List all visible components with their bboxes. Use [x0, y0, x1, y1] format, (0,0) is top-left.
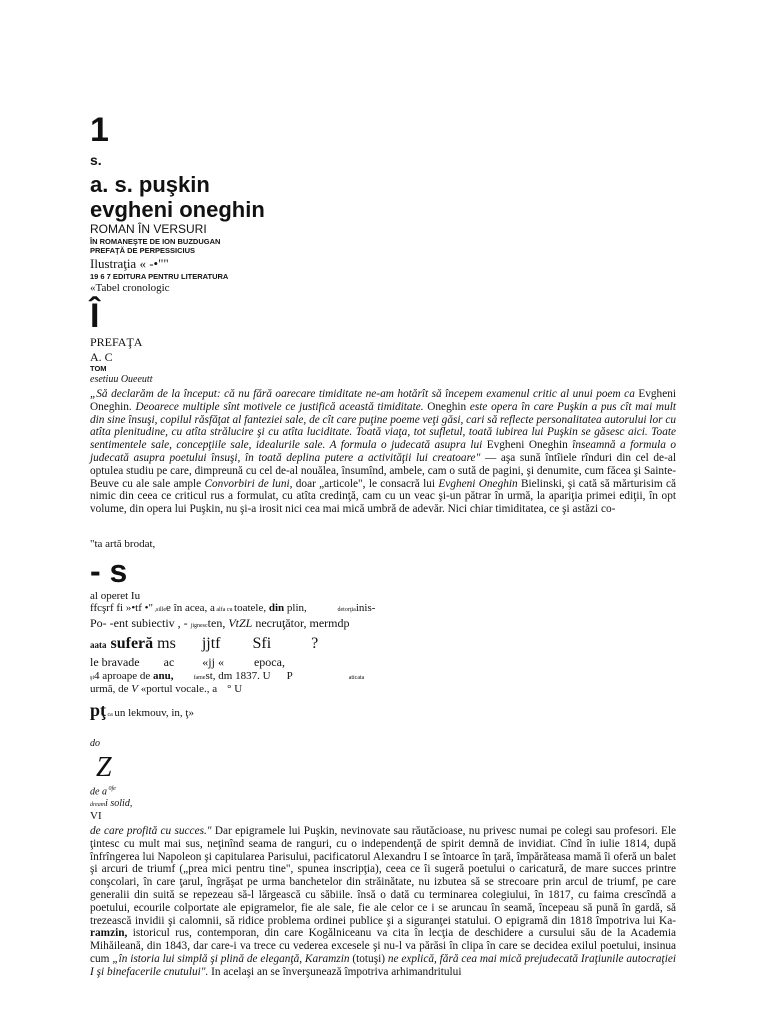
book-title: evgheni oneghin	[90, 197, 265, 222]
ocr-line-1: al operet Iu	[90, 590, 141, 602]
ocr-line-11: dreami solid,	[90, 798, 133, 809]
chronology-line: «Tabel cronologic	[90, 282, 170, 294]
ocr-line-8: pţ ca un lekmouv, in, ţ»	[90, 700, 194, 720]
publisher-line: 19 6 7 EDITURA PENTRU LITERATURA	[90, 272, 229, 281]
body-paragraph: de care profită cu succes." Dar epigramele lui Puşkin, nevinovate sau răutăcioase, nu privesc numai pe colegi sau profesori. Ele ţintesc cu mult mai sus, neţinînd seama de ranguri, cu o independenţă de spirit demnă de invidiat. Cînd în iulie 1814, după înfrîngerea lui Napoleon şi capitularea Parisului, pacificatorul Alexandru I se întoarce în ţară, împărăteasa mamă îi oferă un balet şi arcuri de triumf („prea mici pentru tine", spunea inscripţia), ceea ce îi sugeră poetului o caricatură, de mare succes printre conşcolari, în care ţarul, îngrăşat pe urma banchetelor din străinătate, nu izbutea să se strecoare prin arcul de triumf, pe care generalii din suită se repezeau să-l lărgească cu săbiile. însă o dată cu terminarea colegiului, în 1817, cu faima crescîndă a poetului, ecourile colportate ale epigramelor, fie ale sale, fie ale celor ce i se aruncau în seamă, începeau să pună în gardă, să trezească invidii şi calomnii, să ridice problema ordinei publice şi a siguranţei statului. O epigramă din 1818 împotriva lui Ka-ramzin, istoricul rus, contemporan, din care Kogălniceanu va cita în lecţia de deschidere a cursului său de la Academia Mihăileană, din 1843, dar care-i va trece cu vederea excesele şi nu-l va părăsi în clipa în care se decidea exilul poetului, insinua cum „în istoria lui simplă şi plină de eleganţă, Karamzin (totuşi) ne explică, fără cea mai mică prejudecată Iraţiunile autocraţiei I şi binefacerile cnutului". In acelaşi an se înverşunează împotriva arhimandritului	[90, 825, 677, 978]
preface-small-line: esetiuu Oueeutt	[90, 374, 153, 385]
ocr-line-3: Po- -ent subiectiv , - jignescten, VtZL necruţător, mermdp	[90, 616, 350, 630]
ocr-line-6: şi4 aproape de anu, famest, dm 1837. U P aticata	[90, 670, 365, 682]
ocr-line-4: aata suferă ms jjtf Sfi ?	[90, 635, 319, 652]
ocr-line-12: VI	[90, 810, 102, 822]
preface-paragraph: „Să declarăm de la început: că nu fără oarecare timiditate ne-am hotărît să începem examenul critic al unui poem ca Evgheni Oneghin. Deoarece multiple sînt motivele ce justifică această timiditate. Oneghin este opera în care Puşkin a pus cît mai mult din sine însuşi, copilul răsfăţat al fanteziei sale, de cît care puţine poeme veţi găsi, cari să reflecte personalitatea autorului lor cu atîta plenitudine, cu atîta strălucire şi cu atîta luciditate. Toată viaţa, tot sufletul, toată iubirea lui Puşkin se găsesc aici. Toate sentimentele sale, concepţiile sale, idealurile sale. A formula o judecată asupra lui Evgheni Oneghin înseamnă a formula o judecată asupra poetului însuşi, în toată deplina putere a activităţii lui creatoare" — aşa sună întîiele rînduri din cel de-al optulea studiu pe care, dimpreună cu cel de-al nouălea, însumînd, ambele, cam o sută de pagini, şi denumite, cum făcea şi Sainte-Beuve cu ale sale ample Convorbiri de luni, doar „articole", le consacră lui Evgheni Oneghin Bielinski, şi cată să mărturisim că nimic din ceea ce criticul rus a formulat, cu atîta credinţă, cam cu un veac şi-un pătrar în urmă, la apariţia primei ediţii, în opt volume, din opera lui Puşkin, nu şi-a irosit nici cea mai mică umbră de adevăr. Nici chiar timiditatea, ce şi astăzi co-	[90, 388, 677, 516]
ocr-line-10: de a $^{0fe}$	[90, 786, 116, 798]
preface-initials: A. C	[90, 350, 113, 364]
ocr-line-9: do	[90, 738, 100, 749]
preface-author-line: PREFAŢĂ DE PERPESSICIUS	[90, 246, 196, 255]
author-initial: s.	[90, 152, 102, 168]
illustrations-line: Ilustraţia « -•""	[90, 256, 169, 271]
ocr-line-2: ffcşrf fi »•tf •" ,sillee în acea, a alfa cu toatele, din plin, detorţiainis-	[90, 602, 376, 614]
book-subtitle: ROMAN ÎN VERSURI	[90, 222, 207, 236]
preface-tail-line: "ta artă brodat,	[90, 538, 156, 550]
big-number: 1	[90, 111, 109, 149]
big-letter-i: Î	[90, 297, 100, 335]
preface-heading: PREFAŢA	[90, 335, 143, 349]
ocr-line-5: le bravade ac «jj « epoca,	[90, 655, 285, 669]
big-letter-z: Z	[96, 752, 112, 783]
ocr-line-7: urmă, de V «portul vocale., a ° U	[90, 683, 243, 695]
big-letter-s: - s	[90, 553, 128, 589]
translator-line: ÎN ROMANEŞTE DE ION BUZDUGAN	[90, 237, 221, 246]
author-name: a. s. puşkin	[90, 172, 210, 197]
preface-tom: TOM	[90, 364, 107, 373]
